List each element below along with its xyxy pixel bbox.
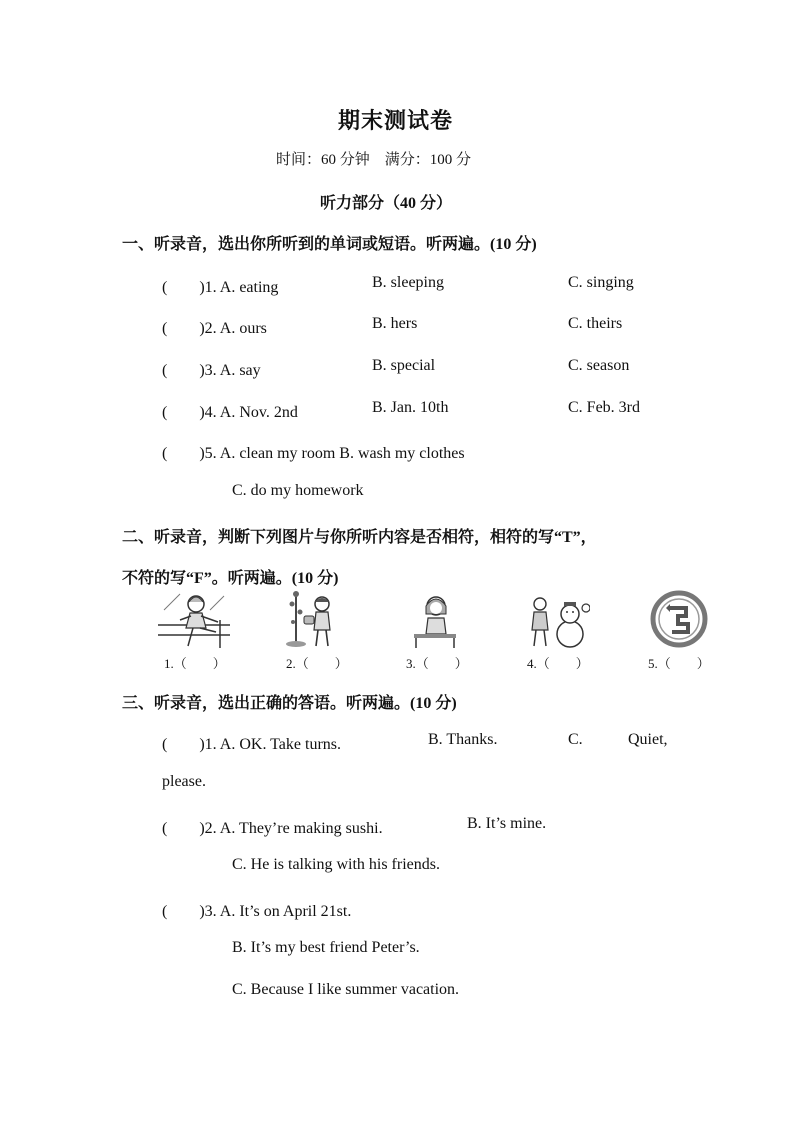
section3-heading: 三、听录音，选出正确的答语。听两遍。(10 分)	[122, 695, 457, 712]
section2-heading-line2: 不符的写“F”。听两遍。(10 分)	[122, 570, 339, 587]
s1-q4-b: B. Jan. 10th	[372, 399, 449, 416]
s3-q3-c: C. Because I like summer vacation.	[232, 981, 460, 998]
section2-heading-line1: 二、听录音，判断下列图片与你所听内容是否相符，相符的写“T”，	[122, 529, 597, 546]
exam-info: 时间：60 分钟 满分：100 分	[276, 152, 472, 168]
s1-q2-a: ( )2. A. ours	[162, 320, 267, 337]
girl-dancing-icon	[158, 590, 232, 648]
s1-q2-b: B. hers	[372, 315, 418, 332]
section1-heading: 一、听录音，选出你所听到的单词或短语。听两遍。(10 分)	[122, 236, 537, 253]
s1-q4-a: ( )4. A. Nov. 2nd	[162, 404, 298, 421]
s3-q2-a: ( )2. A. They’re making sushi.	[162, 820, 383, 837]
s3-q2-b: B. It’s mine.	[467, 815, 547, 832]
part-title: 听力部分（40 分）	[320, 195, 453, 212]
s1-q5-c: C. do my homework	[232, 482, 364, 499]
s1-q5-a: ( )5. A. clean my room B. wash my clothes	[162, 445, 465, 462]
s1-q2-c: C. theirs	[568, 315, 623, 332]
s3-q2-c: C. He is talking with his friends.	[232, 856, 440, 873]
s3-q1-b: B. Thanks.	[428, 731, 498, 748]
s3-q1-c-text: Quiet,	[628, 731, 668, 748]
picture-caption-1: 1.（ ）	[164, 656, 226, 671]
picture-caption-2: 2.（ ）	[286, 656, 348, 671]
s3-q1-c-letter: C.	[568, 731, 583, 748]
picture-caption-4: 4.（ ）	[527, 656, 589, 671]
s1-q4-c: C. Feb. 3rd	[568, 399, 640, 416]
picture-caption-3: 3.（ ）	[406, 656, 468, 671]
kids-snowman-icon	[526, 590, 590, 648]
s3-q1-c-cont: please.	[162, 773, 206, 790]
s1-q1-b: B. sleeping	[372, 274, 444, 291]
page-title: 期末测试卷	[338, 108, 454, 133]
s1-q1-a: ( )1. A. eating	[162, 279, 279, 296]
s3-q3-a: ( )3. A. It’s on April 21st.	[162, 903, 352, 920]
s1-q1-c: C. singing	[568, 274, 634, 291]
s3-q3-b: B. It’s my best friend Peter’s.	[232, 939, 420, 956]
s1-q3-a: ( )3. A. say	[162, 362, 261, 379]
girl-sitting-icon	[410, 590, 460, 648]
picture-caption-5: 5.（ ）	[648, 656, 710, 671]
s1-q3-c: C. season	[568, 357, 630, 374]
recycle-sign-icon	[650, 590, 708, 648]
s1-q3-b: B. special	[372, 357, 436, 374]
s3-q1-a: ( )1. A. OK. Take turns.	[162, 736, 342, 753]
boy-watering-tree-icon	[282, 590, 338, 648]
